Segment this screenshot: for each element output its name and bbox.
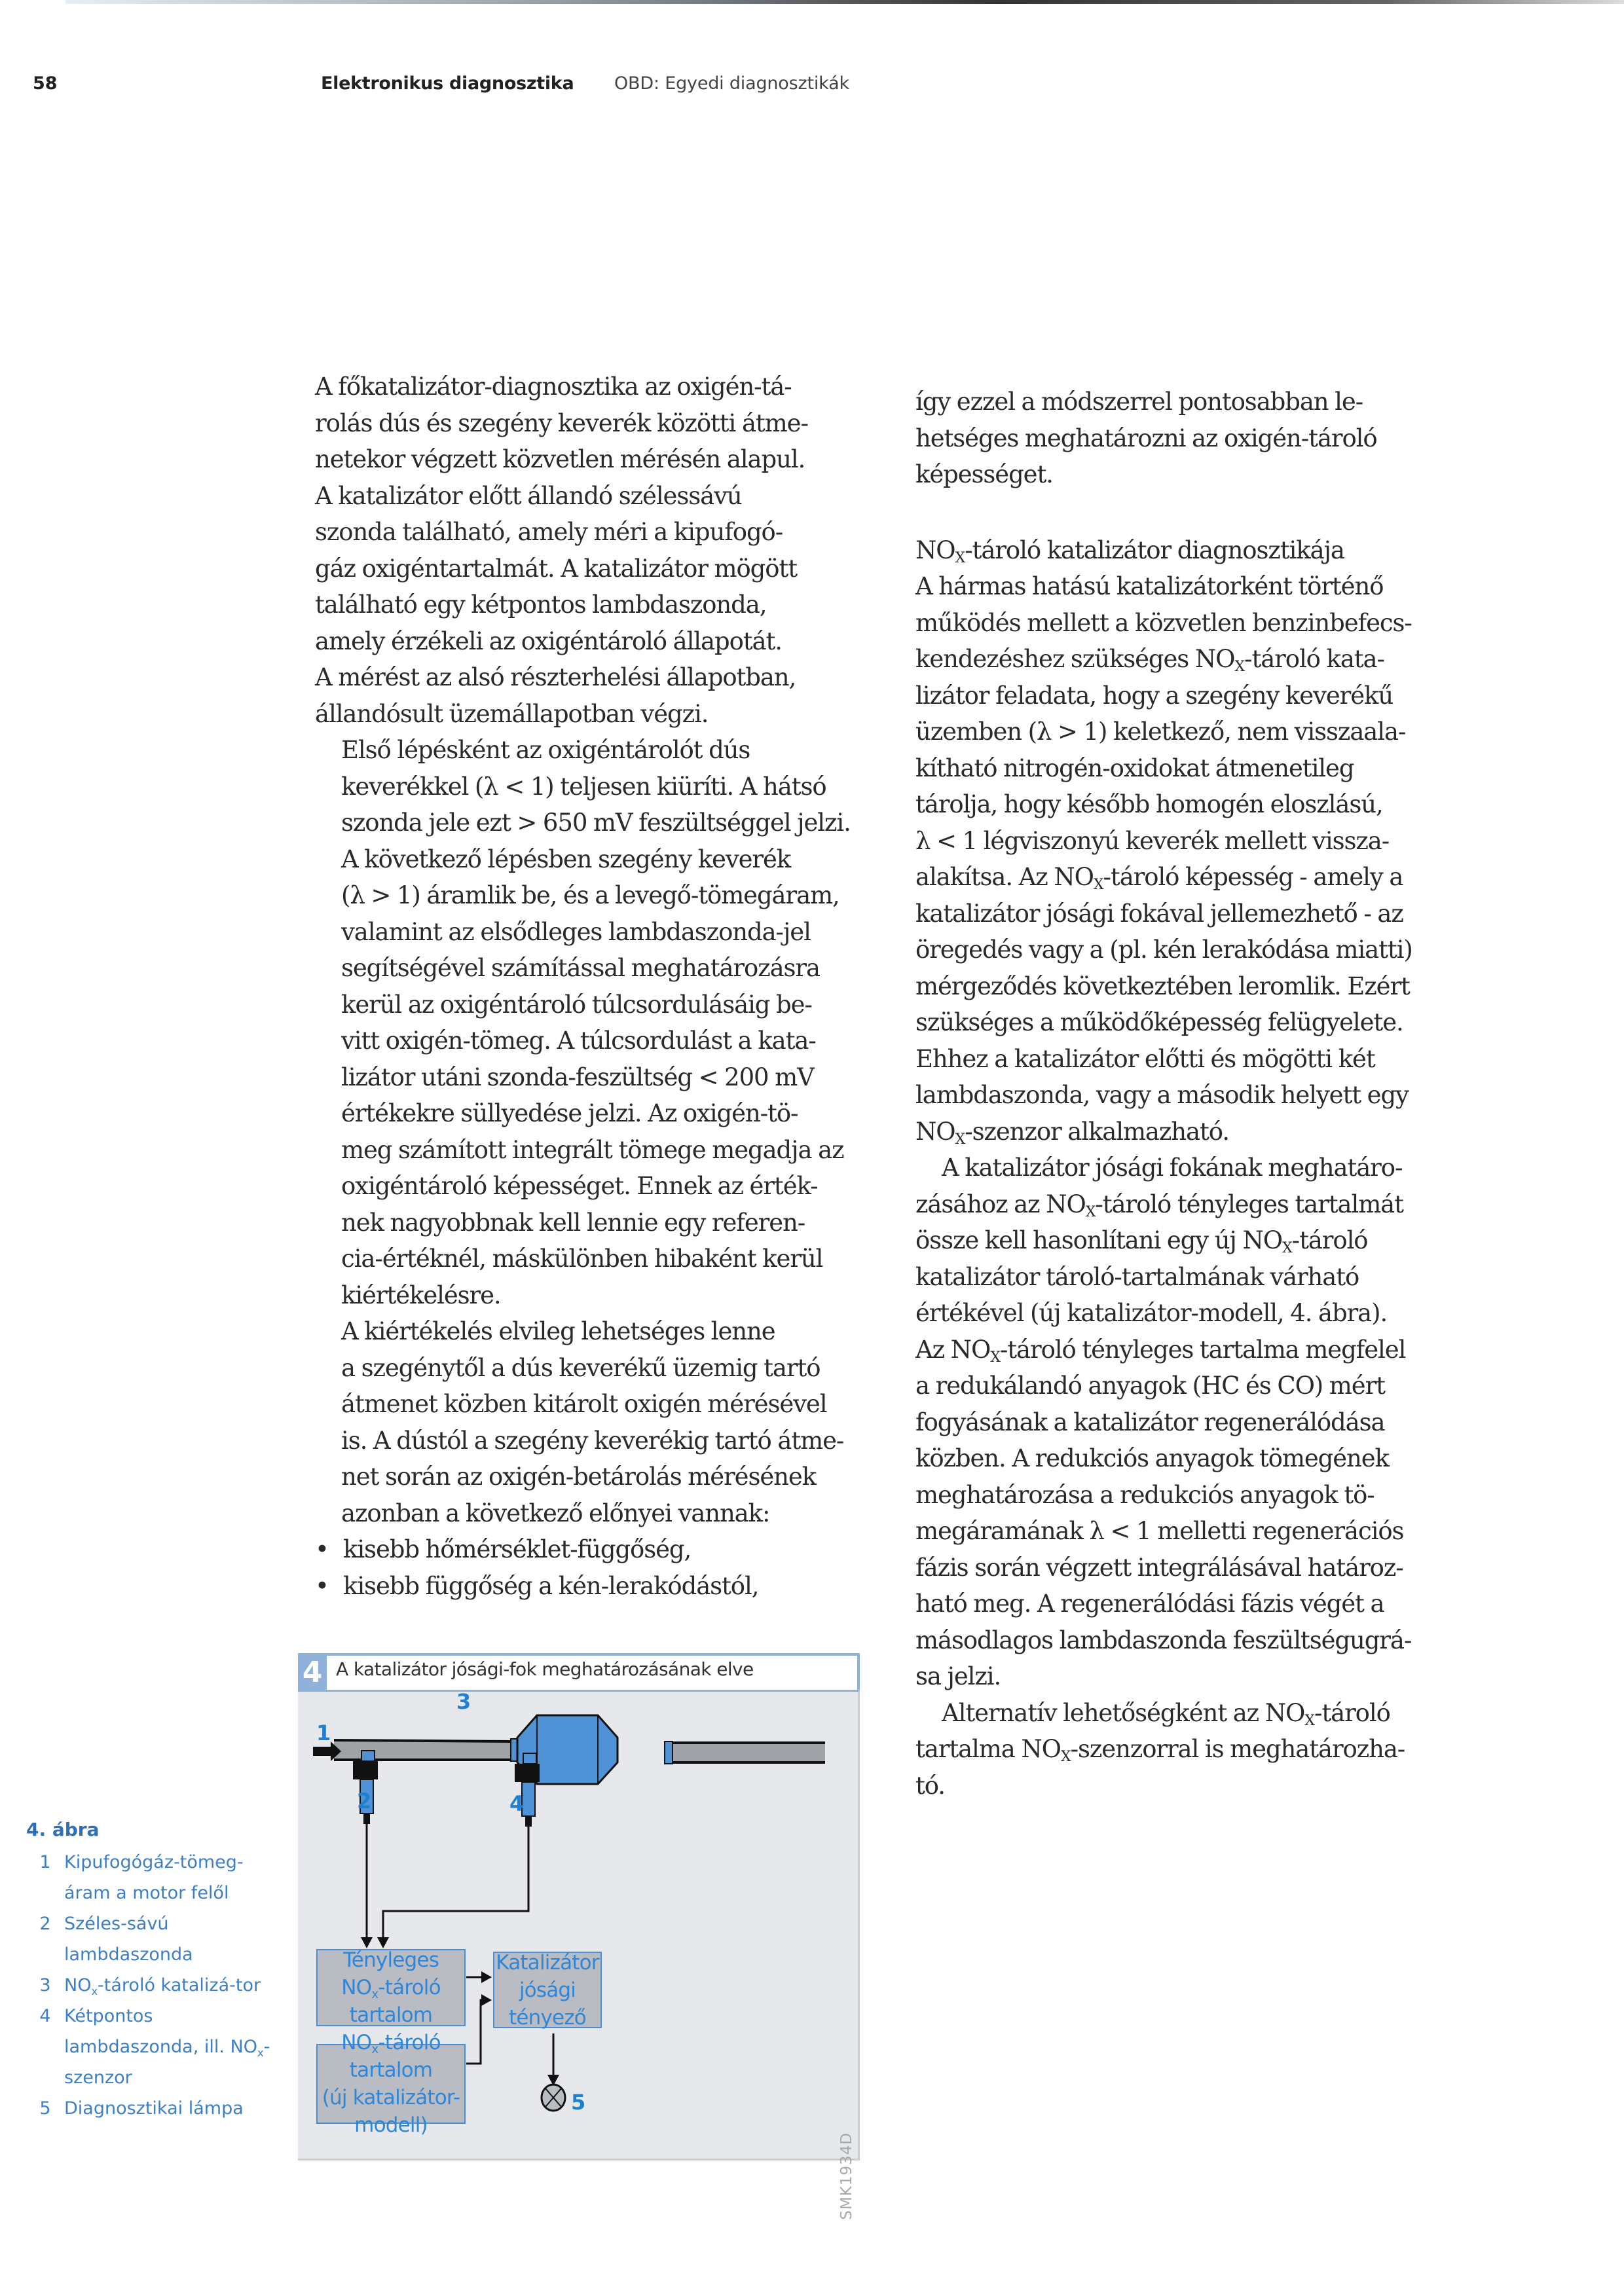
section-title: OBD: Egyedi diagnosztikák bbox=[614, 73, 849, 94]
figure-number-badge: 4 bbox=[298, 1653, 327, 1692]
subscript: X bbox=[1304, 1711, 1314, 1729]
text-line: tárolja, hogy később homogén eloszlású, bbox=[915, 790, 1383, 818]
subscript: X bbox=[955, 1130, 965, 1148]
box-line bbox=[318, 1974, 464, 2029]
nox-subscript: x bbox=[371, 2043, 378, 2056]
nox-subscript: x bbox=[371, 1988, 378, 2001]
text-line: szonda található, amely méri a kipufogó- bbox=[315, 518, 783, 546]
figure-diagram bbox=[298, 1689, 860, 2220]
figure-code: SMK1934D bbox=[838, 2132, 855, 2220]
caption-item bbox=[26, 1970, 275, 2001]
text-line: segítségével számítással meghatározásra bbox=[341, 954, 820, 982]
text-line: meghatározása a redukciós anyagok tö- bbox=[915, 1480, 1375, 1509]
subscript: X bbox=[1093, 876, 1103, 893]
text-line: nek nagyobbnak kell lennie egy referen- bbox=[341, 1208, 805, 1237]
text-line: kerül az oxigéntároló túlcsordulásáig be- bbox=[341, 990, 812, 1019]
caption-item bbox=[26, 1908, 275, 1970]
wideband-lambda-sensor-icon bbox=[353, 1751, 378, 1948]
text-line: katalizátor tároló-tartalmának várható bbox=[915, 1262, 1359, 1291]
caption-text: $NO_x$-tároló katalizá-tor bbox=[64, 1975, 261, 1997]
text-line: Az $NO_X$-tároló tényleges tartalma megfelel bbox=[915, 1335, 1406, 1366]
text-line: fogyásának a katalizátor regenerálódása bbox=[915, 1408, 1385, 1436]
text-line: Ehhez a katalizátor előtti és mögötti két bbox=[915, 1044, 1375, 1073]
text-line: értékekre süllyedése jelzi. Az oxigén-tö- bbox=[341, 1099, 798, 1127]
text-line: így ezzel a módszerrel pontosabban le- bbox=[915, 388, 1363, 416]
figure-caption bbox=[26, 1819, 275, 2124]
diagram-label-2: 2 bbox=[357, 1789, 372, 1813]
subscript: X bbox=[955, 549, 965, 566]
text-line: található egy kétpontos lambdaszonda, bbox=[315, 591, 767, 619]
text-line: oxigéntároló képességet. Ennek az érték- bbox=[341, 1172, 818, 1200]
paragraph bbox=[315, 1313, 885, 1531]
model-nox-content-box bbox=[316, 2031, 466, 2137]
text-line: A főkatalizátor-diagnosztika az oxigén-tá- bbox=[315, 373, 792, 401]
text-line: meg számított integrált tömege megadja az bbox=[341, 1135, 844, 1164]
text-line: állandósult üzemállapotban végzi. bbox=[315, 699, 709, 728]
text-line: A katalizátor előtt állandó szélessávú bbox=[315, 481, 742, 510]
nox-text: NO bbox=[341, 2031, 372, 2054]
text-line: ható meg. A regenerálódási fázis végét a bbox=[915, 1590, 1384, 1618]
paragraph bbox=[315, 732, 885, 1313]
text-line: kiértékelésre. bbox=[341, 1281, 501, 1309]
paragraph bbox=[915, 1150, 1492, 1695]
text-line: keverékkel (λ < 1) teljesen kiüríti. A hátsó bbox=[341, 772, 826, 801]
bullet-text: kisebb függőség a kén-lerakódástól, bbox=[343, 1571, 759, 1600]
text-line: a redukálandó anyagok (HC és CO) mért bbox=[915, 1372, 1385, 1400]
text-line: netekor végzett közvetlen mérésén alapul. bbox=[315, 445, 805, 473]
text-line: értékével (új katalizátor-modell, 4. ábra). bbox=[915, 1299, 1388, 1327]
subscript: X bbox=[1234, 658, 1245, 675]
bullet-icon: • bbox=[315, 1535, 329, 1563]
text-line: üzemben (λ > 1) keletkező, nem visszaala- bbox=[915, 718, 1406, 746]
figure-4 bbox=[298, 1650, 860, 2220]
paragraph bbox=[315, 369, 885, 732]
left-text-column bbox=[315, 369, 885, 1604]
text-line: alakítsa. Az $NO_X$-tároló képesség - amely a bbox=[915, 863, 1403, 893]
caption-title: 4. ábra bbox=[26, 1819, 100, 1840]
scan-top-edge bbox=[65, 0, 1624, 4]
text-line: kítható nitrogén-oxidokat átmenetileg bbox=[915, 754, 1354, 782]
caption-item bbox=[26, 2001, 275, 2093]
text-line: lambdaszonda, vagy a második helyett egy bbox=[915, 1081, 1409, 1109]
diagram-label-4: 4 bbox=[509, 1791, 525, 1816]
subscript: X bbox=[1085, 1203, 1096, 1220]
bullet-item bbox=[315, 1568, 885, 1605]
text-line: cia-értéknél, máskülönben hibaként kerül bbox=[341, 1245, 823, 1273]
text-line: net során az oxigén-betárolás mérésének bbox=[341, 1463, 816, 1491]
text-line: katalizátor jósági fokával jellemezhető - az bbox=[915, 899, 1403, 928]
catalyst-efficiency-box bbox=[493, 1952, 602, 2028]
text-line: átmenet közben kitárolt oxigén mérésével bbox=[341, 1390, 827, 1418]
caption-item bbox=[26, 2093, 275, 2124]
right-text-column bbox=[915, 384, 1492, 1804]
running-header bbox=[0, 73, 1624, 113]
text-line: másodlagos lambdaszonda feszültségugrá- bbox=[915, 1626, 1412, 1654]
text-line: A kiértékelés elvileg lehetséges lenne bbox=[341, 1317, 775, 1345]
text-line: a szegénytől a dús keverékű üzemig tartó bbox=[341, 1353, 821, 1382]
text-line: öregedés vagy a (pl. kén lerakódása miatti) bbox=[915, 936, 1412, 964]
caption-number: 3 bbox=[39, 1975, 51, 1995]
text-line: λ < 1 légviszonyú keverék mellett vissza- bbox=[915, 826, 1390, 855]
caption-number: 4 bbox=[39, 2006, 51, 2026]
text-line: hetséges meghatározni az oxigén-tároló bbox=[915, 424, 1377, 452]
text-line: fázis során végzett integrálásával határoz- bbox=[915, 1553, 1403, 1582]
subscript: X bbox=[1282, 1239, 1292, 1256]
text-line: Alternatív lehetőségként az $NO_X$-tároló bbox=[942, 1698, 1390, 1729]
box-line: Katalizátor bbox=[496, 1950, 599, 1975]
text-line: működés mellett a közvetlen benzinbefecs- bbox=[915, 608, 1412, 637]
text-line: azonban a következő előnyei vannak: bbox=[341, 1499, 770, 1527]
text-line: kendezéshez szükséges $NO_X$-tároló kata- bbox=[915, 645, 1384, 675]
text-line: lizátor utáni szonda-feszültség < 200 mV bbox=[341, 1063, 814, 1091]
caption-text: Diagnosztikai lámpa bbox=[64, 2098, 244, 2119]
text-line: A katalizátor jósági fokának meghatáro- bbox=[942, 1154, 1403, 1182]
text-line: vitt oxigén-tömeg. A túlcsordulást a kata- bbox=[341, 1027, 816, 1055]
subscript: x bbox=[257, 2047, 264, 2059]
nox-text: -tároló tartalom bbox=[349, 2031, 441, 2082]
caption-number: 5 bbox=[39, 2098, 51, 2119]
diagnostic-lamp-icon bbox=[542, 2085, 565, 2111]
text-line: mérgeződés következtében leromlik. Ezért bbox=[915, 972, 1410, 1000]
text-line: össze kell hasonlítani egy új $NO_X$-tároló bbox=[915, 1226, 1368, 1256]
subscript: X bbox=[1060, 1748, 1071, 1765]
diagram-label-1: 1 bbox=[316, 1721, 331, 1745]
bullet-icon: • bbox=[315, 1571, 329, 1600]
paragraph bbox=[915, 568, 1492, 1150]
text-line: zásához az $NO_X$-tároló tényleges tartalmát bbox=[915, 1190, 1403, 1220]
spacer bbox=[915, 493, 1492, 532]
bullet-text: kisebb hőmérséklet-függőség, bbox=[343, 1535, 692, 1563]
bullet-item bbox=[315, 1531, 885, 1568]
box-line bbox=[318, 2029, 464, 2084]
text-line: is. A dústól a szegény keverékig tartó átme- bbox=[341, 1426, 844, 1455]
page-number: 58 bbox=[33, 73, 58, 94]
nox-text: NO bbox=[341, 1976, 372, 1999]
text-line: rolás dús és szegény keverék közötti átme- bbox=[315, 409, 808, 437]
figure-title: A katalizátor jósági-fok meghatározásának elve bbox=[336, 1658, 754, 1680]
text-line: A következő lépésben szegény keverék bbox=[341, 845, 791, 873]
chapter-title: Elektronikus diagnosztika bbox=[321, 73, 574, 94]
section-heading: $NO_X$-tároló katalizátor diagnosztikája bbox=[915, 536, 1344, 566]
nox-text: -tároló tartalom bbox=[349, 1976, 441, 2027]
text-line: (λ > 1) áramlik be, és a levegő-tömegáram, bbox=[341, 881, 840, 909]
box-line: (új katalizátor-modell) bbox=[322, 2086, 460, 2137]
text-line: A hármas hatású katalizátorként történő bbox=[915, 572, 1384, 600]
subscript: X bbox=[990, 1348, 1000, 1366]
caption-text: Széles-sávú lambdaszonda bbox=[64, 1914, 193, 1965]
text-line: gáz oxigéntartalmát. A katalizátor mögött bbox=[315, 554, 797, 583]
text-line: tó. bbox=[915, 1771, 945, 1800]
text-line: szonda jele ezt > 650 mV feszültséggel jelzi. bbox=[341, 809, 851, 837]
caption-text: Kipufogógáz-tömeg-áram a motor felől bbox=[64, 1852, 244, 1903]
text-line: sa jelzi. bbox=[915, 1662, 1001, 1690]
text-line: lizátor feladata, hogy a szegény keverékű bbox=[915, 681, 1393, 710]
diagram-label-3: 3 bbox=[456, 1689, 471, 1714]
diagram-label-5: 5 bbox=[571, 2090, 586, 2115]
text-line: $NO_X$-szenzor alkalmazható. bbox=[915, 1117, 1229, 1148]
actual-nox-content-box bbox=[316, 1949, 466, 2026]
text-line: képességet. bbox=[915, 460, 1053, 488]
text-line: Első lépésként az oxigéntárolót dús bbox=[341, 736, 750, 764]
caption-number: 1 bbox=[39, 1852, 51, 1872]
text-line: valamint az elsődleges lambdaszonda-jel bbox=[341, 917, 811, 946]
text-line: megáramának λ < 1 melletti regenerációs bbox=[915, 1517, 1404, 1545]
caption-item bbox=[26, 1847, 275, 1908]
box-line: jósági tényező bbox=[509, 1978, 586, 2030]
paragraph bbox=[915, 1695, 1492, 1804]
caption-items bbox=[26, 1847, 275, 2124]
text-line: tartalma $NO_X$-szenzorral is meghatározha- bbox=[915, 1735, 1405, 1765]
text-line: amely érzékeli az oxigéntároló állapotát. bbox=[315, 627, 782, 655]
text-line: A mérést az alsó részterhelési állapotban, bbox=[315, 663, 796, 691]
box-line: Tényleges bbox=[342, 1948, 439, 1972]
subscript: x bbox=[91, 1985, 98, 1997]
text-line: közben. A redukciós anyagok tömegének bbox=[915, 1444, 1389, 1472]
figure-header bbox=[298, 1653, 860, 1690]
caption-number: 2 bbox=[39, 1914, 51, 1934]
caption-text: Kétpontos lambdaszonda, ill. $NO_x$-szenzor bbox=[64, 2006, 270, 2088]
text-line: szükséges a működőképesség felügyelete. bbox=[915, 1008, 1403, 1036]
